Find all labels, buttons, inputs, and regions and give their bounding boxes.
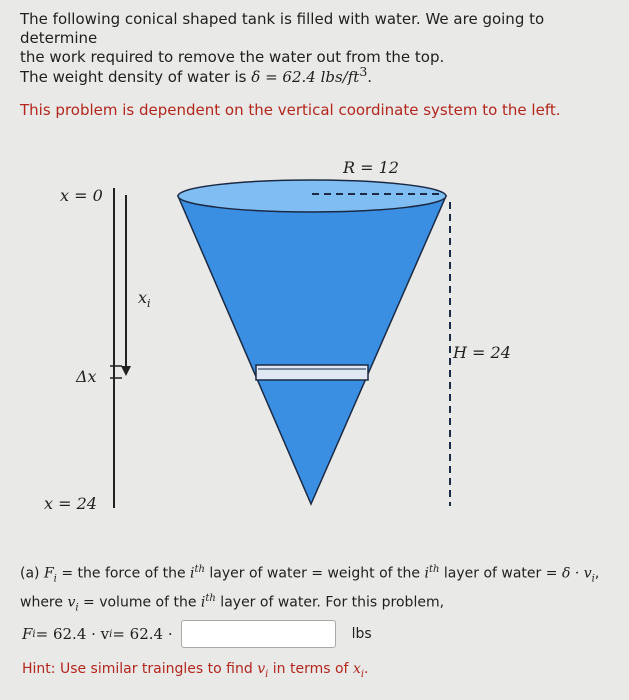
density-exponent: 3	[359, 64, 368, 79]
label-dx: Δx	[76, 367, 97, 386]
water-slab	[256, 365, 368, 380]
intro-line-2: the work required to remove the water out from the top.	[20, 48, 445, 66]
unit-label: lbs	[351, 626, 372, 642]
density-math: δ = 62.4 lbs/ft	[251, 68, 360, 86]
part-a-line-2: where $v_i$ = volume of the $i^{th}$ layer of water. For this problem,	[20, 593, 445, 614]
label-height: H = 24	[453, 343, 511, 362]
intro-line-1: The following conical shaped tank is filled with water. We are going to determine	[20, 10, 545, 47]
xi-arrow-head	[121, 366, 131, 376]
hint-text: Hint: Use similar traingles to find $v_i$ in terms of $x_i$.	[22, 661, 369, 680]
intro-text	[20, 10, 610, 67]
density-prefix: The weight density of water is	[20, 68, 252, 86]
label-x0: x = 0	[60, 186, 103, 205]
label-x24: x = 24	[44, 494, 97, 513]
part-a-line-1: (a) $F_i$ = the force of the $i^{th}$ layer of water = weight of the $i^{th}$ layer of water = $\delta \cdot v_i$,	[20, 564, 600, 585]
part-a-text	[20, 560, 620, 619]
density-suffix: .	[367, 68, 373, 86]
cone-body	[178, 196, 446, 504]
label-radius: R = 12	[343, 158, 399, 177]
answer-input[interactable]	[181, 620, 336, 648]
force-formula: F i = 62.4 · v i = 62.4 · lbs	[22, 620, 372, 648]
dependency-note: This problem is dependent on the vertical coordinate system to the left.	[20, 101, 561, 119]
cone-top-surface	[178, 180, 446, 212]
density-statement	[20, 64, 372, 86]
label-xi: $x_i$	[138, 288, 151, 311]
